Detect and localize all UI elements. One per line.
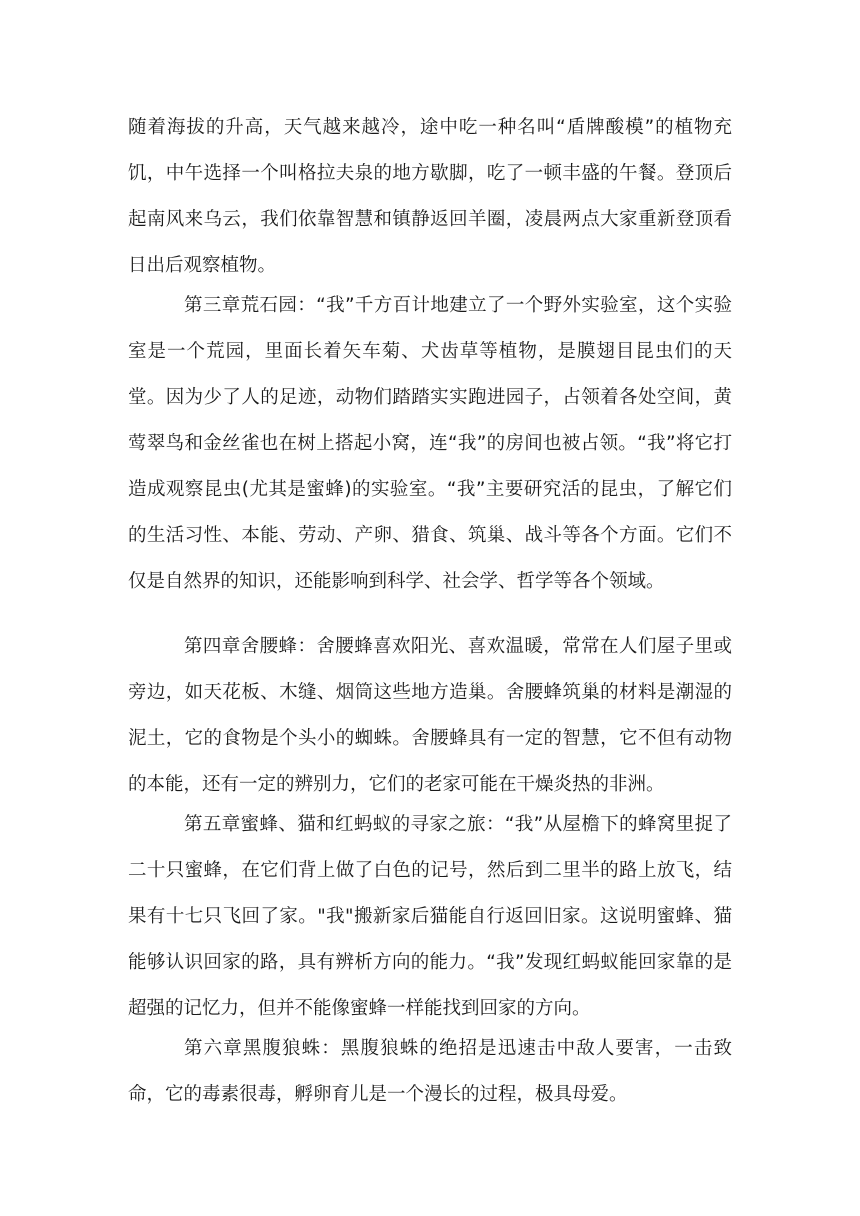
- paragraph-chapter-5: 第五章蜜蜂、猫和红蚂蚁的寻家之旅：“我”从屋檐下的蜂窝里捉了二十只蜜蜂，在它们背上做了白色的记号，然后到二里半的路上放飞，结果有十七只飞回了家。"我"搬新家后猫能自行返回旧家。这说明蜜蜂、猫能够认识回家的路，具有辨析方向的能力。“我”发现红蚂蚁能回家靠的是超强的记忆力，但并不能像蜜蜂一样能找到回家的方向。: [128, 814, 732, 1019]
- paragraph-chapter-3: 第三章荒石园：“我”千方百计地建立了一个野外实验室，这个实验室是一个荒园，里面长着矢车菊、犬齿草等植物，是膜翅目昆虫们的天堂。因为少了人的足迹，动物们踏踏实实跑进园子，占领着各处空间，黄莺翠鸟和金丝雀也在树上搭起小窝，连“我”的房间也被占领。“我”将它打造成观察昆虫(尤其是蜜蜂)的实验室。“我”主要研究活的昆虫，了解它们的生活习性、本能、劳动、产卵、猎食、筑巢、战斗等各个方面。它们不仅是自然界的知识，还能影响到科学、社会学、哲学等各个领域。: [128, 295, 732, 592]
- paragraph-summary-continued: 随着海拔的升高，天气越来越冷，途中吃一种名叫“盾牌酸模”的植物充饥，中午选择一个叫格拉夫泉的地方歇脚，吃了一顿丰盛的午餐。登顶后起南风来乌云，我们依靠智慧和镇静返回羊圈，凌晨两点大家重新登顶看日出后观察植物。: [128, 117, 732, 276]
- paragraph-chapter-6: 第六章黑腹狼蛛：黑腹狼蛛的绝招是迅速击中敌人要害，一击致命，它的毒素很毒，孵卵育儿是一个漫长的过程，极具母爱。: [128, 1038, 732, 1105]
- paragraph-chapter-4: 第四章舍腰蜂：舍腰蜂喜欢阳光、喜欢温暖，常常在人们屋子里或旁边，如天花板、木缝、烟筒这些地方造巢。舍腰蜂筑巢的材料是潮湿的泥土，它的食物是个头小的蜘蛛。舍腰蜂具有一定的智慧，它不但有动物的本能，还有一定的辨别力，它们的老家可能在干燥炎热的非洲。: [128, 636, 732, 795]
